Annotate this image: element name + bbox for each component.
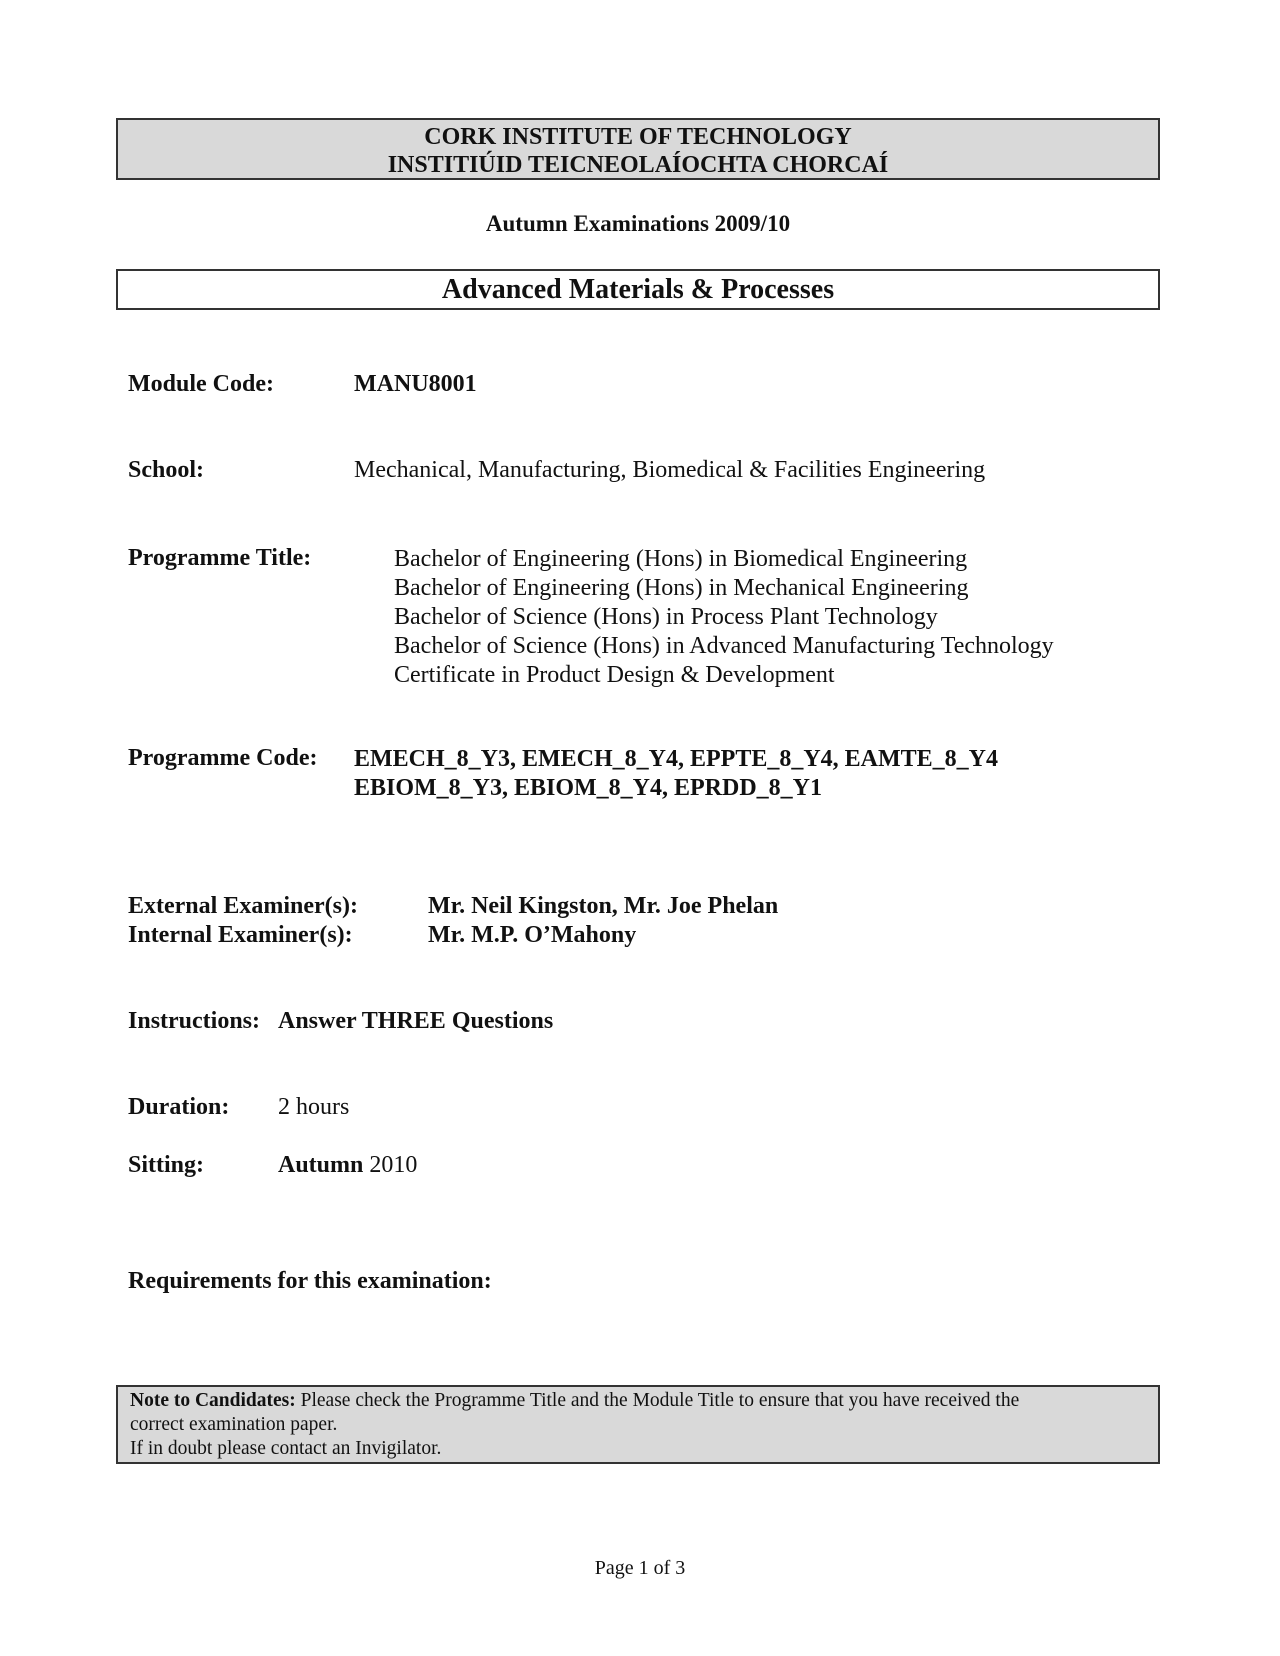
sitting-season: Autumn: [278, 1152, 364, 1178]
note-line-2: correct examination paper.: [130, 1414, 338, 1435]
external-examiners-value: Mr. Neil Kingston, Mr. Joe Phelan: [428, 893, 779, 919]
sitting-value: [278, 1152, 417, 1179]
programme-code-line: EMECH_8_Y3, EMECH_8_Y4, EPPTE_8_Y4, EAMTE_8_Y4: [354, 746, 999, 772]
programme-title-item: Bachelor of Science (Hons) in Advanced Manufacturing Technology: [394, 633, 1054, 659]
internal-examiners-label: Internal Examiner(s):: [128, 922, 353, 948]
programme-title-list: [394, 545, 1054, 690]
institution-header: [116, 118, 1160, 180]
instructions-label: Instructions:: [128, 1008, 261, 1034]
programme-title-item: Bachelor of Engineering (Hons) in Mechanical Engineering: [394, 575, 969, 601]
external-examiners-label: External Examiner(s):: [128, 893, 358, 919]
programme-code-list: [354, 745, 998, 803]
instructions-value: Answer THREE Questions: [278, 1008, 554, 1034]
module-code-value: MANU8001: [354, 371, 477, 397]
programme-code-line: EBIOM_8_Y3, EBIOM_8_Y4, EPRDD_8_Y1: [354, 775, 823, 801]
exam-session: Autumn Examinations 2009/10: [485, 211, 791, 236]
programme-code-label: Programme Code:: [128, 745, 318, 771]
note-line-3: If in doubt please contact an Invigilator.: [130, 1438, 442, 1459]
note-line-1: [130, 1389, 1146, 1413]
duration-label: Duration:: [128, 1094, 230, 1120]
requirements-label: Requirements for this examination:: [128, 1268, 492, 1294]
page-number: Page 1 of 3: [594, 1557, 686, 1579]
institution-name-irish: INSTITIÚID TEICNEOLAÍOCHTA CHORCAÍ: [387, 152, 889, 178]
school-value: Mechanical, Manufacturing, Biomedical & Facilities Engineering: [354, 457, 986, 483]
sitting-label: Sitting:: [128, 1152, 205, 1178]
programme-title-item: Bachelor of Engineering (Hons) in Biomedical Engineering: [394, 546, 968, 572]
module-title-box: [116, 269, 1160, 310]
duration-value: 2 hours: [278, 1094, 350, 1120]
note-to-candidates-box: [116, 1385, 1160, 1464]
module-code-label: Module Code:: [128, 371, 274, 397]
module-title: Advanced Materials & Processes: [441, 274, 835, 305]
internal-examiners-value: Mr. M.P. O’Mahony: [428, 922, 637, 948]
programme-title-item: Bachelor of Science (Hons) in Process Plant Technology: [394, 604, 938, 630]
school-label: School:: [128, 457, 205, 483]
note-text-1: Please check the Programme Title and the Module Title to ensure that you have received the: [295, 1390, 1020, 1411]
note-label: Note to Candidates:: [130, 1390, 296, 1411]
programme-title-item: Certificate in Product Design & Development: [394, 662, 835, 688]
institution-name-english: CORK INSTITUTE OF TECHNOLOGY: [424, 124, 852, 150]
programme-title-label: Programme Title:: [128, 545, 312, 571]
sitting-year: 2010: [363, 1152, 418, 1178]
